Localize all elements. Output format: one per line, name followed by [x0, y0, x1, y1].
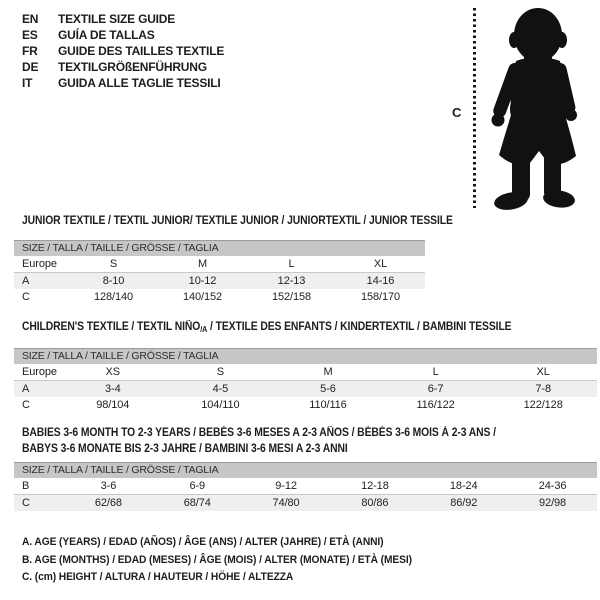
- value-cell: 14-16: [336, 273, 425, 290]
- table-row: [14, 495, 597, 512]
- value-cell: 3-4: [59, 381, 167, 398]
- value-cell: 12-18: [330, 478, 419, 495]
- table-row: [14, 478, 597, 495]
- table-row: [14, 256, 425, 273]
- value-cell: 116/122: [416, 399, 455, 411]
- language-row: [22, 75, 224, 91]
- value-cell: 158/170: [360, 291, 401, 303]
- language-title: GUIDA ALLE TAGLIE TESSILI: [58, 76, 221, 90]
- language-code: DE: [22, 60, 39, 74]
- table-row: [14, 289, 425, 305]
- value-cell: L: [247, 256, 336, 273]
- value-cell: 12-13: [247, 273, 336, 290]
- value-cell: L: [382, 364, 490, 381]
- table-row: [14, 397, 597, 413]
- height-marker-label: C: [452, 105, 462, 120]
- value-cell: 18-24: [419, 478, 508, 495]
- value-cell: 3-6: [64, 478, 153, 495]
- value-cell: 8-10: [69, 273, 158, 290]
- children-table-section: [14, 320, 597, 413]
- babies-table-section: [14, 426, 597, 511]
- children-title-text: CHILDREN'S TEXTILE / TEXTIL NIÑO: [22, 321, 201, 333]
- size-header-bar: SIZE / TALLA / TAILLE / GRÖSSE / TAGLIA: [14, 240, 425, 256]
- row-label-cell: Europe: [14, 256, 69, 273]
- babies-title-line1: BABIES 3-6 MONTH TO 2-3 YEARS / BEBÉS 3-6 MESES A 2-3 AÑOS / BÉBÉS 3-6 MOIS À 2-3 ANS /: [22, 427, 496, 439]
- value-cell: 68/74: [153, 495, 242, 512]
- height-measure-dashed-line: [473, 8, 476, 208]
- junior-table-title: JUNIOR TEXTILE / TEXTIL JUNIOR/ TEXTILE JUNIOR / JUNIORTEXTIL / JUNIOR TESSILE: [22, 215, 453, 227]
- baby-silhouette: [487, 5, 587, 211]
- language-row: [22, 59, 224, 75]
- legend-notes: [22, 534, 412, 587]
- value-cell: XL: [336, 256, 425, 273]
- value-cell: S: [69, 256, 158, 273]
- children-title-text: / TEXTILE DES ENFANTS / KINDERTEXTIL / BAMBINI TESSILE: [207, 321, 512, 333]
- size-header-bar: SIZE / TALLA / TAILLE / GRÖSSE / TAGLIA: [14, 348, 597, 364]
- row-label-cell: A: [14, 381, 59, 398]
- table-row: [14, 273, 425, 290]
- legend-note-b: B. AGE (MONTHS) / EDAD (MESES) / ÂGE (MOIS) / ALTER (MONATE) / ETÀ (MESI): [22, 553, 412, 566]
- value-cell: 92/98: [508, 495, 597, 512]
- value-cell: 80/86: [330, 495, 419, 512]
- row-label-cell: A: [14, 273, 69, 290]
- value-cell: 62/68: [64, 495, 153, 512]
- value-cell: 86/92: [419, 495, 508, 512]
- language-code: IT: [22, 76, 33, 90]
- value-cell: 6-7: [382, 381, 490, 398]
- value-cell: 24-36: [508, 478, 597, 495]
- legend-note-a: A. AGE (YEARS) / EDAD (AÑOS) / ÂGE (ANS) / ALTER (JAHRE) / ETÀ (ANNI): [22, 536, 384, 548]
- language-title-list: [22, 11, 224, 91]
- children-size-table: [14, 364, 597, 413]
- children-table-title: [22, 320, 540, 337]
- value-cell: M: [158, 256, 247, 273]
- value-cell: 98/104: [96, 399, 130, 411]
- value-cell: 140/152: [182, 291, 223, 303]
- language-row: [22, 43, 224, 59]
- row-label-cell: B: [14, 478, 64, 495]
- value-cell: 152/158: [271, 291, 312, 303]
- language-title: TEXTILE SIZE GUIDE: [58, 12, 176, 26]
- table-row: [14, 364, 597, 381]
- language-code: EN: [22, 12, 39, 26]
- value-cell: XL: [489, 364, 597, 381]
- language-title: GUÍA DE TALLAS: [58, 28, 155, 42]
- value-cell: 4-5: [167, 381, 275, 398]
- row-label-cell: C: [22, 291, 30, 303]
- language-title: TEXTILGRÖßENFÜHRUNG: [58, 60, 207, 74]
- value-cell: M: [274, 364, 382, 381]
- legend-note-c: C. (cm) HEIGHT / ALTURA / HAUTEUR / HÖHE / ALTEZZA: [22, 571, 294, 583]
- size-header-bar: SIZE / TALLA / TAILLE / GRÖSSE / TAGLIA: [14, 462, 597, 478]
- value-cell: 74/80: [242, 495, 331, 512]
- language-title: GUIDE DES TAILLES TEXTILE: [58, 44, 225, 58]
- value-cell: 5-6: [274, 381, 382, 398]
- language-row: [22, 27, 224, 43]
- value-cell: S: [167, 364, 275, 381]
- value-cell: 7-8: [489, 381, 597, 398]
- language-code: ES: [22, 28, 38, 42]
- value-cell: 10-12: [158, 273, 247, 290]
- babies-title-line2: BABYS 3-6 MONATE BIS 2-3 JAHRE / BAMBINI 3-6 MESI A 2-3 ANNI: [22, 442, 348, 455]
- children-title-subscript: /A: [200, 325, 208, 334]
- value-cell: 128/140: [93, 291, 134, 303]
- value-cell: XS: [59, 364, 167, 381]
- value-cell: 6-9: [153, 478, 242, 495]
- value-cell: 104/110: [201, 399, 240, 411]
- row-label-cell: C: [14, 495, 64, 512]
- language-row: [22, 11, 224, 27]
- row-label-cell: Europe: [14, 364, 59, 381]
- table-row: [14, 381, 597, 398]
- row-label-cell: C: [22, 399, 30, 411]
- language-code: FR: [22, 44, 38, 58]
- babies-size-table: [14, 478, 597, 511]
- value-cell: 110/116: [309, 399, 347, 411]
- junior-size-table: [14, 256, 425, 305]
- babies-table-title: [22, 426, 540, 457]
- value-cell: 9-12: [242, 478, 331, 495]
- junior-table-section: [14, 214, 453, 305]
- value-cell: 122/128: [523, 399, 563, 411]
